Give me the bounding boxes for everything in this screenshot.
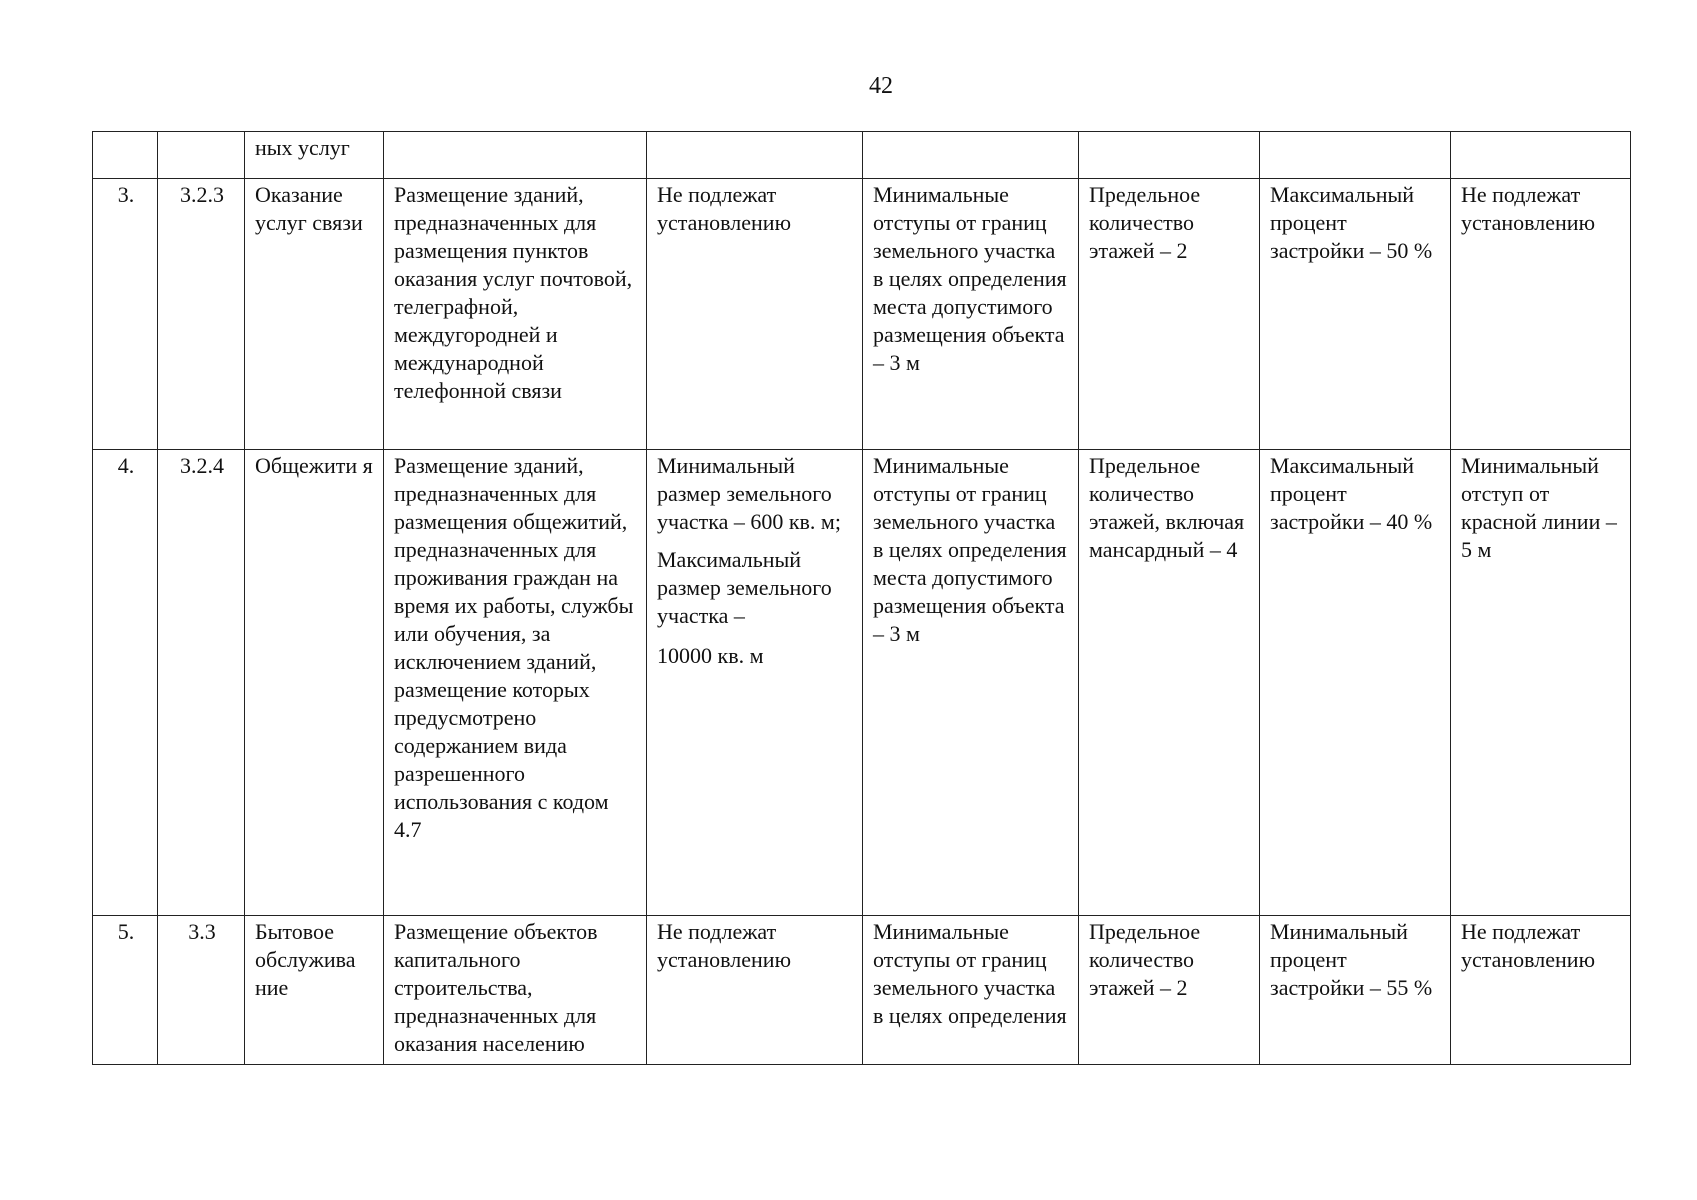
- row-number: 3.: [93, 179, 158, 450]
- use-description: Размещение зданий, предназначенных для размещения общежитий, предназначенных для проживания граждан на время их работы, службы или обучения, за исключением зданий, размещение которых предусмотрено содержанием вида разрешенного использования с кодом 4.7: [384, 450, 647, 916]
- use-name: ных услуг: [245, 132, 384, 179]
- red-line-cell: Не подлежат установлению: [1451, 179, 1631, 450]
- plot-size-max-value: 10000 кв. м: [657, 643, 764, 668]
- plot-size-cell: [647, 450, 863, 916]
- row-number: 4.: [93, 450, 158, 916]
- table-row: [93, 132, 1631, 179]
- table-row: [93, 916, 1631, 1065]
- use-description: Размещение зданий, предназначенных для размещения пунктов оказания услуг почтовой, телеграфной, междугородней и международной телефонной связи: [384, 179, 647, 450]
- floors-cell: Предельное количество этажей – 2: [1079, 916, 1260, 1065]
- row-number: [93, 132, 158, 179]
- use-name: Общежити я: [245, 450, 384, 916]
- floors-cell: Предельное количество этажей, включая мансардный – 4: [1079, 450, 1260, 916]
- plot-size-text: Не подлежат установлению: [657, 182, 792, 235]
- plot-size-max: Максимальный размер земельного участка –: [657, 547, 832, 628]
- coverage-cell: [1260, 132, 1451, 179]
- plot-size-min: Минимальный размер земельного участка – 600 кв. м;: [657, 453, 841, 534]
- floors-cell: [1079, 132, 1260, 179]
- coverage-cell: Максимальный процент застройки – 40 %: [1260, 450, 1451, 916]
- plot-size-cell: [647, 179, 863, 450]
- use-code: 3.2.4: [158, 450, 245, 916]
- row-number: 5.: [93, 916, 158, 1065]
- use-description: Размещение объектов капитального строительства, предназначенных для оказания населению: [384, 916, 647, 1065]
- setbacks-cell: [863, 132, 1079, 179]
- zoning-table: [92, 131, 1631, 1065]
- page-number: 42: [869, 73, 893, 99]
- plot-size-text: Не подлежат установлению: [657, 919, 792, 972]
- use-code: 3.2.3: [158, 179, 245, 450]
- table-row: [93, 179, 1631, 450]
- plot-size-cell: [647, 916, 863, 1065]
- red-line-cell: Не подлежат установлению: [1451, 916, 1631, 1065]
- coverage-cell: Минимальный процент застройки – 55 %: [1260, 916, 1451, 1065]
- red-line-cell: [1451, 132, 1631, 179]
- coverage-cell: Максимальный процент застройки – 50 %: [1260, 179, 1451, 450]
- use-name: Бытовое обслужива ние: [245, 916, 384, 1065]
- setbacks-cell: Минимальные отступы от границ земельного участка в целях определения: [863, 916, 1079, 1065]
- floors-cell: Предельное количество этажей – 2: [1079, 179, 1260, 450]
- red-line-cell: Минимальный отступ от красной линии – 5 м: [1451, 450, 1631, 916]
- setbacks-cell: Минимальные отступы от границ земельного участка в целях определения места допустимого размещения объекта – 3 м: [863, 179, 1079, 450]
- table-row: [93, 450, 1631, 916]
- plot-size-cell: [647, 132, 863, 179]
- use-code: [158, 132, 245, 179]
- setbacks-cell: Минимальные отступы от границ земельного участка в целях определения места допустимого размещения объекта – 3 м: [863, 450, 1079, 916]
- use-code: 3.3: [158, 916, 245, 1065]
- use-name: Оказание услуг связи: [245, 179, 384, 450]
- use-description: [384, 132, 647, 179]
